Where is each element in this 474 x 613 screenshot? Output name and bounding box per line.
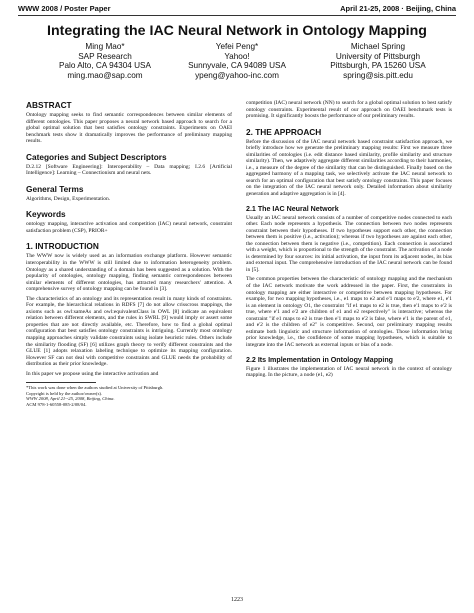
author-block-1 bbox=[40, 42, 170, 80]
author-name: Michael Spring bbox=[350, 42, 406, 51]
running-header-left: WWW 2008 / Poster Paper bbox=[18, 4, 111, 13]
approach-paragraph: Before the discussion of the IAC neural network based constraint satisfaction approach, we briefly introduce how we generate the preliminary mapping results: First we measure three similarities of ontologies (i.e. edit distance based similarity, profile similarity and structure similarity). Then, we adaptively aggregate different similarities according to their harmonies, i.e., a measure of the degree of the similarity that can be distinguished. Finally based on the aggregated harmony of a mapping task, we selectively activate the IAC neural network to search for an optimal configuration that best satisfy ontology constraints. This paper focuses on the integration of the IAC neural network only. Detailed information about similarity generation and adaptive aggregation is in [4]. bbox=[246, 138, 452, 198]
author-name: Ming Mao* bbox=[85, 42, 125, 51]
introduction-paragraph: The WWW now is widely used as an information exchange platform. However semantic interoperability in the WWW is still limited due to information heterogeneity problem. Ontology as a shared understanding of a domain has been suggested as a solution. With the popularity of ontologies, ontology mapping, finding semantic correspondences between similar elements of different ontologies, has attracted many researchers' attention. A comprehensive survey of ontology mapping can be found in [3]. bbox=[26, 253, 232, 293]
categories-text: D.2.12 [Software Engineering]: Interoperability – Data mapping; I.2.6 [Artificial Intelligence]: Learning – Connectionism and neural nets. bbox=[26, 163, 232, 177]
author-affiliation: Yahoo! bbox=[224, 51, 250, 61]
footnote-rule bbox=[26, 382, 96, 383]
conference-note: WWW 2008, April 21--25, 2008, Beijing, China. bbox=[26, 396, 115, 402]
header-rule bbox=[18, 15, 456, 16]
author-email[interactable]: spring@sis.pitt.edu bbox=[343, 70, 413, 80]
iac-heading: 2.1 The IAC Neural Network bbox=[246, 204, 339, 213]
running-header-right: April 21-25, 2008 · Beijing, China bbox=[340, 4, 456, 13]
author-name: Yefei Peng* bbox=[215, 42, 259, 51]
continued-paragraph: competition (IAC) neural network (NN) to search for a global optimal solution to best satisfy ontology constraints. Experimental result of our approach on OAEI benchmark tests is promising. It significantly boosts the performance of our preliminary results. bbox=[246, 100, 452, 120]
author-affiliation: University of Pittsburgh bbox=[335, 51, 421, 61]
implementation-heading: 2.2 Its Implementation in Ontology Mapping bbox=[246, 355, 394, 364]
introduction-paragraph: In this paper we propose using the interactive activation and bbox=[26, 370, 159, 377]
author-email[interactable]: ypeng@yahoo-inc.com bbox=[195, 70, 279, 80]
categories-heading: Categories and Subject Descriptors bbox=[26, 151, 167, 162]
introduction-paragraph: The characteristics of an ontology and its representation result in many kinds of constraints. For example, the hierarchical relations in RDFS [7] do not allow crisscross mappings, the axioms such as owl:sameAs and owl:equivalentClass in OWL [8] indicate an equivalent relation between different elements, and the rules in SWRL [9] would imply or assert some properties that are not directly available, etc. Therefore, how to find a global optimal configuration that best satisfies ontology constraints is intriguing. Currently most ontology mapping approaches simply validate constraints using isolate heuristic rules. Others include the similarity flooding (SF) [6] utilizes graph theory to verify different constraints and the GLUE [1] adopts relaxation labeling technique to optimize its mapping configuration. However SF can not deal with competitive constraints and GLUE needs the probability of distribution as their prior knowledge. bbox=[26, 295, 232, 368]
introduction-heading: 1. INTRODUCTION bbox=[26, 241, 99, 252]
paper-title: Integrating the IAC Neural Network in Ontology Mapping bbox=[47, 23, 427, 39]
general-terms-heading: General Terms bbox=[26, 183, 84, 194]
author-email[interactable]: ming.mao@sap.com bbox=[67, 70, 143, 80]
abstract-heading: ABSTRACT bbox=[26, 100, 72, 110]
author-affiliation: SAP Research bbox=[78, 51, 132, 61]
copyright-note: Copyright is held by the author/owner(s). bbox=[26, 390, 103, 396]
author-block-3 bbox=[310, 42, 446, 80]
iac-paragraph: The common properties between the characteristic of ontology mapping and the mechanism of the IAC network motivate the work addressed in the paper. First, the constraints in ontology mapping are either interactive or competitive between mapping hypotheses. For example, for two mapping hypotheses, i.e., e1 maps to e2 and e'1 maps to e'2, where e1, e'1 is an element in ontology O1, the constraint "if e1 maps to e2 is true, then e'1 maps to e'2 is true, where e'1 and e'2 are children of e1 and e2 respectively" is interactive; whereas the constraint "if e1 maps to e2 is true then e'1 maps to e'2 is false, where e'1 is the parent of e1, and e'2 is the children of e2" is competitive. Second, our preliminary mapping results estimate both linguistic and structure information of ontologies. Those information bring prior knowledge, i.e., the confidence of some mapping hypotheses, which is suitable to integrate into the IAC network as external inputs or bias of a node. bbox=[246, 276, 452, 348]
page-number: 1223 bbox=[231, 597, 243, 603]
keywords-heading: Keywords bbox=[26, 209, 66, 220]
keywords-text: ontology mapping, interactive activation and competition (IAC) neural network, constraint satisfaction problem (CSP), PRIOR+ bbox=[26, 221, 232, 234]
acm-number: ACM 978-1-60558-085-2/08/04. bbox=[26, 401, 87, 407]
right-column bbox=[246, 100, 452, 382]
implementation-paragraph: Figure 1 illustrates the implementation of IAC neural network in the context of ontology mapping. In the picture, a node (e1, e2) bbox=[246, 365, 452, 379]
footnote: *This work was done when the authors studied at University of Pittsburgh. bbox=[26, 385, 164, 391]
author-address: Pittsburgh, PA 15260 USA bbox=[330, 61, 426, 71]
left-column bbox=[26, 100, 232, 407]
author-address: Sunnyvale, CA 94089 USA bbox=[188, 61, 286, 71]
approach-heading: 2. THE APPROACH bbox=[246, 126, 322, 137]
abstract-text: Ontology mapping seeks to find semantic correspondences between similar elements of different ontologies. This paper proposes a neural network based approach to search for a global optimal solution that best satisfies ontology constraints. Experiments on OAEI benchmark tests show it dramatically improves the performance of preliminary mapping results. bbox=[26, 112, 232, 145]
iac-paragraph: Usually an IAC neural network consists of a number of competitive nodes connected to each other. Each node represents a hypothesis. The connection between two nodes represents constraint between their hypotheses. If two hypotheses support each other, the connection between them is positive (i.e., activation); whereas if two hypotheses are against each other, the connection between them is negative (i.e., competition). Each connection is associated with a weight, which is proportional to the strength of the constraint. The activation of a node is determined by four sources: its initial activation, the input from its adjacent nodes, its bias and external input. The comprehensive introduction of the IAC neural network can be found in [5]. bbox=[246, 214, 452, 273]
general-terms-text: Algorithms, Design, Experimentation. bbox=[26, 195, 111, 202]
author-block-2 bbox=[170, 42, 304, 80]
author-address: Palo Alto, CA 94304 USA bbox=[59, 61, 151, 71]
